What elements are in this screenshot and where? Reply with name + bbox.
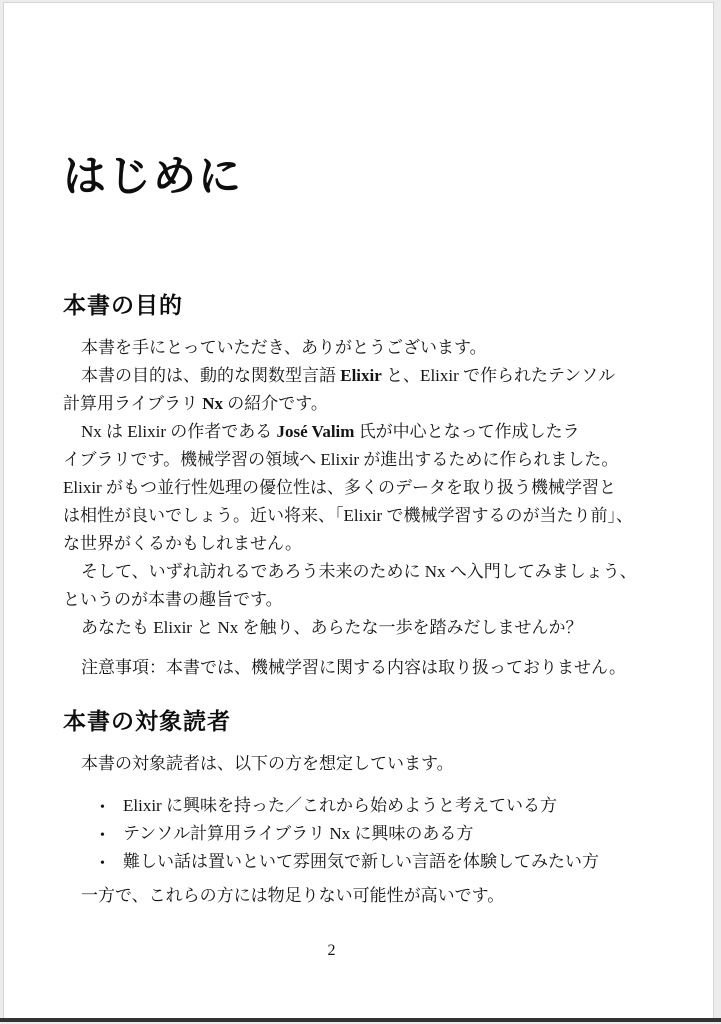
text-run: の紹介です。 — [223, 394, 328, 413]
bullet-item — [63, 848, 600, 876]
text-run: Elixir がもつ並行性処理の優位性は、多くのデータを取り扱う機械学習と — [63, 478, 616, 497]
paragraph-spacer — [63, 642, 600, 654]
text-run: は相性が良いでしょう。近い将来、「Elixir で機械学習するのが当たり前」、 — [63, 506, 633, 525]
body-line — [63, 334, 600, 362]
bold-term: José Valim — [276, 422, 355, 441]
page — [3, 2, 714, 1019]
bullet-icon: • — [100, 828, 105, 843]
bullet-item — [63, 820, 600, 848]
bold-term: Nx — [202, 394, 224, 413]
bullet-list — [63, 792, 600, 876]
chapter-title: はじめに — [63, 153, 243, 201]
text-run: 計算用ライブラリ — [63, 394, 203, 413]
bullet-icon: • — [100, 856, 105, 871]
text-run: というのが本書の趣旨です。 — [63, 590, 283, 609]
body-line — [63, 750, 600, 778]
bullet-icon: • — [100, 800, 105, 815]
bold-term: Elixir — [340, 366, 382, 385]
body-line — [63, 586, 600, 614]
section-body-audience — [63, 750, 600, 910]
text-run: イブラリです。機械学習の領域へ Elixir が進出するために作られました。 — [63, 450, 619, 469]
section-body-purpose — [63, 334, 637, 682]
page-content — [4, 152, 713, 910]
section-heading-purpose: 本書の目的 — [63, 292, 183, 318]
body-line — [63, 418, 600, 446]
body-line — [63, 530, 600, 558]
body-line — [63, 474, 616, 502]
body-line — [63, 882, 600, 910]
text-run: 本書を手にとっていただき、ありがとうございます。 — [81, 338, 487, 357]
body-line — [63, 558, 637, 586]
section-heading-audience: 本書の対象読者 — [63, 708, 231, 734]
body-line — [63, 390, 600, 418]
text-run: 一方で、これらの方には物足りない可能性が高いです。 — [81, 886, 505, 905]
text-run: テンソル計算用ライブラリ Nx に興味のある方 — [123, 824, 474, 843]
page-number: 2 — [327, 942, 336, 959]
body-line — [63, 654, 627, 682]
bullet-item — [63, 792, 600, 820]
page-bottom-edge — [0, 1018, 721, 1022]
text-run: 本書の目的は、動的な関数型言語 — [81, 366, 341, 385]
body-line — [63, 614, 600, 642]
body-line — [63, 502, 633, 530]
text-run: 注意事項：本書では、機械学習に関する内容は取り扱っておりません。 — [81, 658, 627, 677]
text-run: 氏が中心となって作成したラ — [354, 422, 580, 441]
body-line — [63, 446, 619, 474]
text-run: 本書の対象読者は、以下の方を想定しています。 — [81, 754, 454, 773]
body-line — [63, 362, 616, 390]
text-run: な世界がくるかもしれません。 — [63, 534, 303, 553]
text-run: Nx は Elixir の作者である — [81, 422, 277, 441]
text-run: 難しい話は置いといて雰囲気で新しい言語を体験してみたい方 — [123, 852, 599, 871]
text-run: そして、いずれ訪れるであろう未来のために Nx へ入門してみましょう、 — [81, 562, 637, 581]
text-run: あなたも Elixir と Nx を触り、あらたな一歩を踏みだしませんか？ — [81, 618, 583, 637]
text-run: Elixir に興味を持った／これから始めようと考えている方 — [123, 796, 557, 815]
text-run: と、Elixir で作られたテンソル — [381, 366, 616, 385]
